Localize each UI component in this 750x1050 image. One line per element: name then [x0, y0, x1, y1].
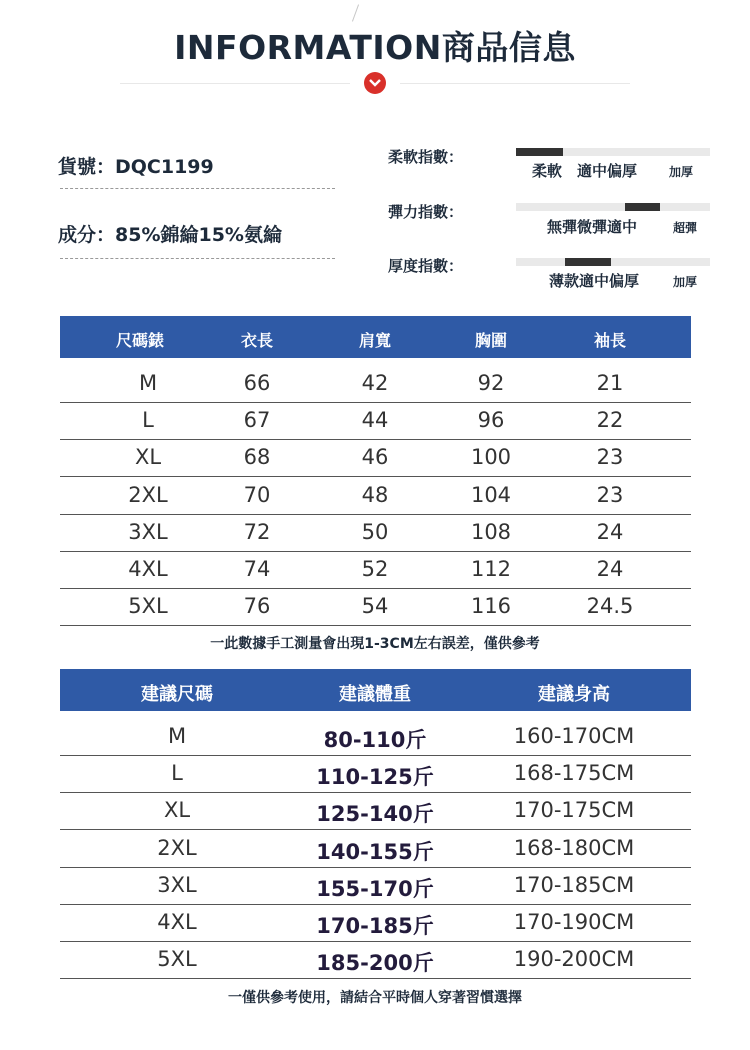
level-text: 適中偏厚 — [577, 162, 638, 180]
header-cell: 袖長 — [593, 331, 627, 350]
dashed-divider — [60, 188, 335, 189]
table-cell: 100 — [470, 445, 512, 470]
softness-index-fill — [516, 148, 563, 156]
table-cell: 23 — [596, 482, 624, 507]
table-cell: 24 — [596, 519, 624, 544]
softness-index-levels — [516, 160, 710, 182]
table-cell: 5XL — [157, 947, 197, 972]
product-code: 貨號：DQC1199 — [58, 156, 214, 178]
table-cell: 168-175CM — [513, 761, 635, 786]
thickness-index-levels — [516, 270, 710, 292]
softness-index-label: 柔軟指數： — [388, 148, 464, 166]
table-cell: 21 — [596, 371, 624, 395]
table-cell: 104 — [470, 482, 512, 507]
table-cell: 168-180CM — [513, 835, 635, 860]
table-row — [60, 588, 691, 626]
header-cell: 胸圍 — [474, 331, 508, 350]
table-cell: 155-170斤 — [316, 876, 434, 901]
elasticity-index-levels — [516, 216, 710, 238]
product-composition: 成分：85%錦綸15%氨綸 — [58, 224, 282, 246]
table-cell: 66 — [243, 371, 271, 395]
table-cell: 76 — [243, 594, 271, 619]
thickness-index-fill — [565, 258, 612, 266]
table-cell: 4XL — [157, 910, 197, 934]
table-row — [60, 514, 691, 552]
table-cell: 92 — [477, 371, 505, 395]
table-cell: 96 — [477, 408, 505, 433]
table-row — [60, 867, 691, 905]
table-row — [60, 365, 691, 403]
table-cell: 24 — [596, 557, 624, 581]
table-cell: 22 — [596, 408, 624, 433]
table-cell: 2XL — [157, 835, 197, 860]
suggestion-table-note: 一僅供參考使用，請結合平時個人穿著習慣選擇 — [228, 990, 522, 1006]
header-cell: 建議身高 — [538, 684, 610, 705]
table-row — [60, 830, 691, 868]
elasticity-index-label: 彈力指數： — [388, 203, 464, 221]
chevron-down-icon — [364, 72, 386, 94]
table-cell: 170-185斤 — [316, 914, 434, 938]
elasticity-index-fill — [625, 203, 660, 211]
table-cell: 112 — [470, 557, 512, 581]
softness-index-bar — [516, 148, 710, 156]
table-cell: 2XL — [128, 482, 168, 507]
table-cell: 68 — [243, 445, 271, 470]
header-cell: 建議尺碼 — [141, 684, 213, 705]
table-cell: 48 — [361, 482, 389, 507]
table-cell: 170-190CM — [513, 910, 635, 934]
thickness-index-label: 厚度指數： — [388, 257, 464, 275]
table-cell: 160-170CM — [513, 724, 635, 748]
level-text: 超彈 — [673, 221, 698, 235]
table-cell: 3XL — [128, 519, 168, 544]
table-row — [60, 941, 691, 979]
table-cell: L — [171, 761, 183, 786]
table-cell: L — [142, 408, 154, 433]
table-cell: 54 — [361, 594, 389, 619]
decorative-slash — [352, 4, 359, 21]
table-row — [60, 792, 691, 830]
size-table-header — [60, 316, 691, 358]
level-text: 薄款適中偏厚 — [549, 272, 640, 290]
table-cell: 110-125斤 — [316, 765, 434, 790]
table-cell: 108 — [470, 519, 512, 544]
table-row — [60, 439, 691, 477]
level-text: 加厚 — [669, 165, 694, 179]
suggestion-table-header — [60, 669, 691, 711]
table-row — [60, 904, 691, 942]
table-cell: 42 — [361, 371, 389, 395]
table-row — [60, 402, 691, 440]
table-cell: 44 — [361, 408, 389, 433]
thickness-index-bar — [516, 258, 710, 266]
page-title: INFORMATION商品信息 — [174, 28, 576, 67]
table-cell: 70 — [243, 482, 271, 507]
table-cell: 140-155斤 — [316, 839, 434, 864]
table-cell: 72 — [243, 519, 271, 544]
table-cell: 52 — [361, 557, 389, 581]
table-cell: 125-140斤 — [316, 802, 434, 827]
table-cell: M — [167, 724, 187, 748]
table-cell: 116 — [470, 594, 512, 619]
table-cell: 190-200CM — [513, 947, 635, 972]
table-cell: 5XL — [128, 594, 168, 619]
level-text: 加厚 — [673, 275, 698, 289]
table-cell: 80-110斤 — [323, 728, 427, 752]
table-cell: XL — [163, 798, 191, 823]
header-cell: 尺碼錶 — [115, 331, 165, 350]
table-cell: 67 — [243, 408, 271, 433]
dashed-divider — [60, 258, 335, 259]
table-cell: 24.5 — [586, 594, 634, 619]
table-cell: 46 — [361, 445, 389, 470]
table-cell: XL — [134, 445, 162, 470]
table-cell: M — [138, 371, 158, 395]
table-cell: 74 — [243, 557, 271, 581]
divider-right — [400, 83, 630, 84]
table-row — [60, 551, 691, 589]
header-cell: 肩寬 — [358, 331, 392, 350]
table-cell: 170-175CM — [513, 798, 635, 823]
table-cell: 185-200斤 — [316, 951, 434, 976]
level-text: 無彈微彈適中 — [547, 218, 638, 236]
level-text: 柔軟 — [532, 162, 563, 180]
table-cell: 23 — [596, 445, 624, 470]
size-table-note: 一此數據手工測量會出現1-3CM左右誤差，僅供參考 — [210, 636, 540, 652]
table-cell: 170-185CM — [513, 872, 635, 897]
table-cell: 3XL — [157, 872, 197, 897]
table-row — [60, 718, 691, 756]
table-cell: 4XL — [128, 557, 168, 581]
divider-left — [120, 83, 350, 84]
table-row — [60, 477, 691, 515]
header-cell: 衣長 — [240, 331, 274, 350]
header-cell: 建議體重 — [339, 684, 411, 705]
table-row — [60, 755, 691, 793]
elasticity-index-bar — [516, 203, 710, 211]
table-cell: 50 — [361, 519, 389, 544]
